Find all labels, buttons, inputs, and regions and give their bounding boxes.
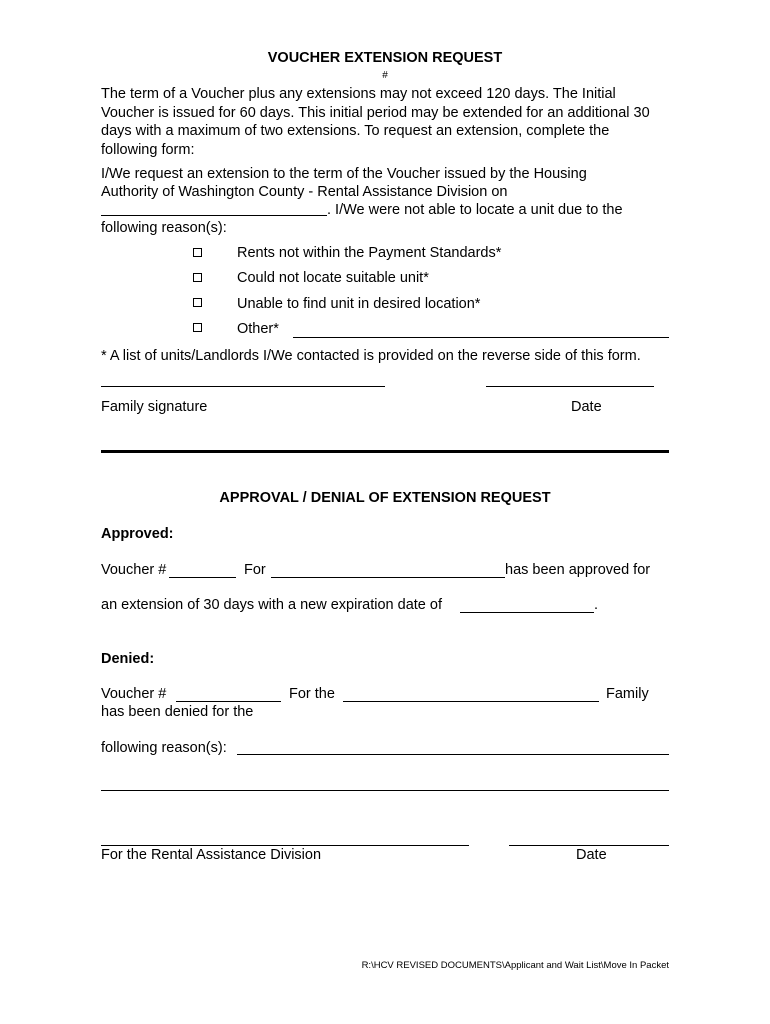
reason-checkbox-other[interactable]	[193, 323, 202, 332]
reason-checkbox-rents[interactable]	[193, 248, 202, 257]
denied-family-label: Family	[606, 686, 649, 702]
family-date-label: Date	[571, 399, 602, 415]
denied-family-name-blank[interactable]	[343, 701, 599, 702]
approved-for-label: For	[244, 562, 266, 578]
approved-label: Approved:	[101, 526, 174, 542]
reason-label-suitable-unit: Could not locate suitable unit*	[237, 270, 429, 286]
reason-checkbox-desired-location[interactable]	[193, 298, 202, 307]
division-signature-line[interactable]	[101, 845, 469, 846]
reason-label-rents: Rents not within the Payment Standards*	[237, 245, 502, 261]
reason-label-other: Other*	[237, 321, 279, 337]
denied-voucher-number-blank[interactable]	[176, 701, 281, 702]
approved-family-name-blank[interactable]	[271, 577, 505, 578]
denied-for-the-label: For the	[289, 686, 335, 702]
extension-period: .	[594, 597, 599, 613]
request-date-blank[interactable]	[101, 215, 327, 216]
family-signature-line[interactable]	[101, 386, 385, 387]
reason-checkbox-suitable-unit[interactable]	[193, 273, 202, 282]
document-title: VOUCHER EXTENSION REQUEST	[267, 50, 503, 66]
approved-text: has been approved for	[505, 562, 651, 578]
request-line-3: . I/We were not able to locate a unit due to the	[327, 202, 623, 218]
title-hash: #	[382, 70, 388, 81]
family-signature-label: Family signature	[101, 399, 208, 415]
other-reason-blank[interactable]	[293, 337, 669, 338]
contacted-units-note: * A list of units/Landlords I/We contacted is provided on the reverse side of this form.	[101, 348, 641, 364]
division-signature-label: For the Rental Assistance Division	[101, 847, 322, 863]
denied-reason-blank-2[interactable]	[101, 790, 669, 791]
section-divider	[101, 450, 669, 453]
request-line-2: Authority of Washington County - Rental Assistance Division on	[101, 184, 508, 200]
extension-text: an extension of 30 days with a new expiration date of	[101, 597, 442, 613]
denied-text: has been denied for the	[101, 704, 254, 720]
approval-heading: APPROVAL / DENIAL OF EXTENSION REQUEST	[219, 490, 551, 506]
denied-label: Denied:	[101, 651, 155, 667]
approved-voucher-number-blank[interactable]	[169, 577, 236, 578]
approved-voucher-label: Voucher #	[101, 562, 167, 578]
division-date-line[interactable]	[509, 845, 669, 846]
expiration-date-blank[interactable]	[460, 612, 594, 613]
footer-file-path: R:\HCV REVISED DOCUMENTS\Applicant and Wait List\Move In Packet	[361, 960, 669, 971]
request-line-1: I/We request an extension to the term of the Voucher issued by the Housing	[101, 166, 587, 182]
denied-reasons-label: following reason(s):	[101, 740, 227, 756]
denied-voucher-label: Voucher #	[101, 686, 167, 702]
request-line-4: following reason(s):	[101, 220, 227, 236]
intro-paragraph: The term of a Voucher plus any extensions may not exceed 120 days. The Initial Voucher is issued for 60 days. This initial period may be extended for an additional 30 days with a maximum of two extensions. To request an extension, complete the following form:	[101, 86, 650, 158]
reason-label-desired-location: Unable to find unit in desired location*	[237, 296, 481, 312]
division-date-label: Date	[576, 847, 607, 863]
denied-reason-blank-1[interactable]	[237, 754, 669, 755]
family-date-line[interactable]	[486, 386, 654, 387]
